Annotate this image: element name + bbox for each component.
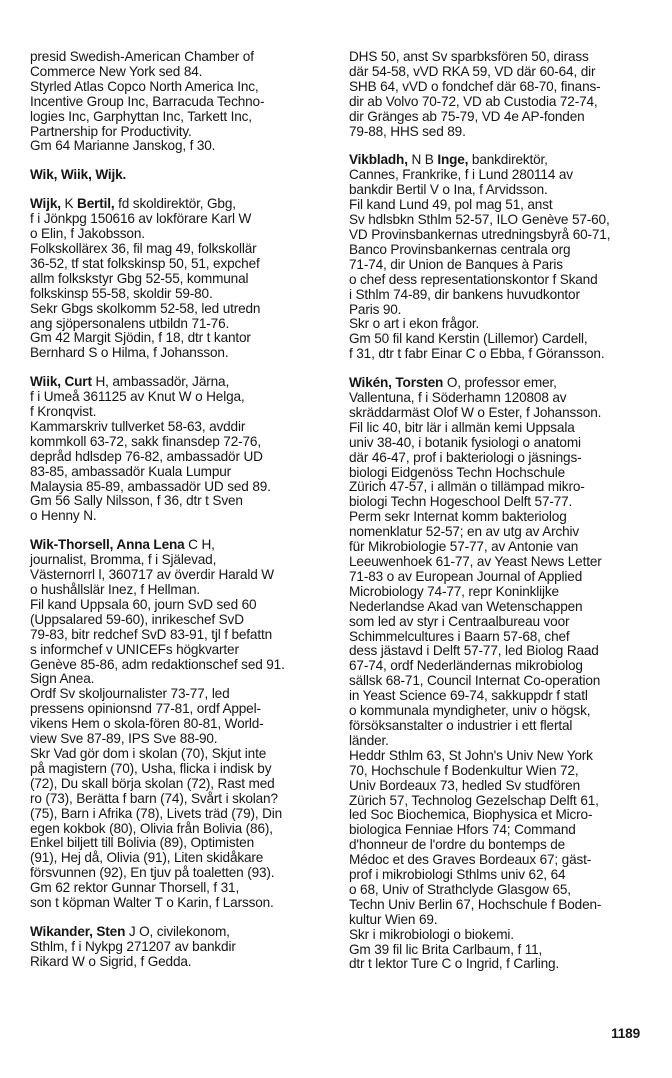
text-line: Ordf Sv skoljournalister 73-77, led [30, 686, 230, 702]
text-line: Techn Univ Berlin 67, Hochschule f Boden- [349, 896, 602, 912]
text-line: försvunnen (92), En tjuv på toaletten (93). [30, 865, 275, 881]
text-line: sällsk 68-71, Council Internat Co-operation [349, 673, 601, 689]
biography-entry [349, 50, 649, 139]
text-line: s informchef v UNICEFs högkvarter [30, 641, 239, 657]
text-line: o Henny N. [30, 508, 97, 524]
text-line: biologi Eidgenöss Techn Hochschule [349, 464, 566, 480]
text-line: Genève 85-86, adm redaktionschef sed 91. [30, 656, 285, 672]
text-line: pressens opinionsnd 77-81, ordf Appel- [30, 701, 261, 717]
text-line: dtr t lektor Ture C o Ingrid, f Carling. [349, 956, 560, 972]
text-line: Gm 42 Margit Sjödin, f 18, dtr t kantor [30, 330, 251, 346]
section-heading: Wik, Wiik, Wijk. [30, 167, 127, 183]
biography-entry [349, 153, 649, 362]
text-line: univ 38-40, i botanik fysiologi o anatomi [349, 434, 581, 450]
entry-first-line-text: O, professor emer, [443, 375, 557, 391]
text-line: logies Inc, Garphyttan Inc, Tarkett Inc, [30, 108, 252, 124]
text-line: Sekr Gbgs skolkomm 52-58, led utredn [30, 300, 261, 316]
text-line: Cannes, Frankrike, f i Lund 280114 av [349, 167, 573, 183]
text-line: Enkel biljett till Bolivia (89), Optimisten [30, 835, 254, 851]
biography-entry [349, 376, 649, 972]
text-line: Zürich 57, Technolog Gezelschap Delft 61, [349, 792, 599, 808]
entry-first-line-text: H, ambassadör, Järna, [91, 374, 230, 390]
text-line: på magistern (70), Usha, flicka i indisk by [30, 760, 272, 776]
text-line: f Kronqvist. [30, 404, 97, 420]
text-line: Gm 56 Sally Nilsson, f 36, dtr t Sven [30, 493, 243, 509]
text-line: Rikard W o Sigrid, f Gedda. [30, 953, 192, 969]
text-line: Microbiology 74-77, repr Koninklijke [349, 583, 559, 599]
text-line: Malaysia 85-89, ambassadör UD sed 89. [30, 478, 271, 494]
text-line: f i Jönkpg 150616 av lokförare Karl W [30, 211, 252, 227]
text-line: biologica Fenniae Hfors 74; Command [349, 822, 576, 838]
entry-surname: Wikén, Torsten [349, 375, 444, 391]
text-line: f i Umeå 361125 av Knut W o Helga, [30, 389, 245, 405]
text-line: f 31, dtr t fabr Einar C o Ebba, f Göransson. [349, 346, 605, 362]
text-line: Sign Anea. [30, 671, 95, 687]
text-line: Médoc et des Graves Bordeaux 67; gäst- [349, 852, 592, 868]
entry-first-line-text: C H, [184, 537, 215, 553]
entry-first-line [349, 153, 649, 168]
text-line: Sv hdlsbkn Sthlm 52-57, ILO Genève 57-60, [349, 212, 610, 228]
entry-first-line [30, 538, 330, 553]
text-line: 79-83, bitr redchef SvD 83-91, tjl f befattn [30, 626, 272, 642]
text-line: Gm 39 fil lic Brita Carlbaum, f 11, [349, 941, 543, 957]
text-line: som led av styr i Centraalbureau voor [349, 613, 570, 629]
text-line: länder. [349, 732, 389, 748]
entry-surname: Wiik, Curt [30, 374, 92, 390]
text-line: 70, Hochschule f Bodenkultur Wien 72, [349, 762, 579, 778]
entry-first-line [30, 925, 330, 940]
text-line: egen kokbok (80), Olivia från Bolivia (86), [30, 820, 273, 836]
text-line: o chef dess representationskontor f Skand [349, 271, 598, 287]
text-line: 36-52, tf stat folkskinsp 50, 51, expchef [30, 255, 260, 271]
text-line: Univ Bordeaux 73, hedled Sv studfören [349, 777, 580, 793]
text-line: i Sthlm 74-89, dir bankens huvudkontor [349, 286, 580, 302]
text-line: o Elin, f Jakobsson. [30, 226, 145, 242]
text-line: Leeuwenhoek 61-77, av Yeast News Letter [349, 554, 602, 569]
text-line: VD Provinsbankernas utredningsbyrå 60-71, [349, 226, 611, 242]
text-line: 71-83 o av European Journal of Applied [349, 568, 583, 584]
text-line: (75), Barn i Afrika (78), Livets träd (79), Din [30, 805, 283, 821]
biography-entry [30, 197, 330, 361]
entry-surname: Wik-Thorsell, Anna Lena [30, 537, 185, 553]
text-line: Skr i mikrobiologi o biokemi. [349, 926, 514, 942]
entry-first-line-text: bankdirektör, [468, 152, 548, 168]
text-line: (91), Hej då, Olivia (91), Liten skidåkare [30, 850, 264, 866]
entry-surname: Wijk, [30, 196, 61, 212]
text-line: kultur Wien 69. [349, 911, 438, 927]
text-line: Folkskollärex 36, fil mag 49, folkskollär [30, 240, 257, 256]
text-line: nomenklatur 52-57; en av utg av Archiv [349, 524, 580, 540]
text-line: ang sjöpersonalens utbildn 71-76. [30, 315, 230, 331]
text-line: Kammarskriv tullverket 58-63, avddir [30, 418, 246, 434]
text-line: led Soc Biochemica, Biophysica et Micro- [349, 807, 593, 823]
text-line: biologi Techn Hogeschool Delft 57-77. [349, 494, 573, 510]
text-line: allm folkskstyr Gbg 52-55, kommunal [30, 270, 249, 286]
text-line: (72), Du skall börja skolan (72), Rast med [30, 775, 275, 791]
text-line: journalist, Bromma, f i Själevad, [30, 552, 217, 568]
text-line: für Mikrobiologie 57-77, av Antonie van [349, 539, 579, 555]
text-line: depråd hdlsdep 76-82, ambassadör UD [30, 448, 263, 464]
left-column [30, 50, 330, 984]
text-line: dess jästavd i Delft 57-77, led Biolog Raad [349, 643, 599, 659]
text-line: Vallentuna, f i Söderhamn 120808 av [349, 390, 567, 406]
text-line: son t köpman Walter T o Karin, f Larsson. [30, 895, 274, 911]
text-line: Paris 90. [349, 301, 402, 317]
text-line: Styrled Atlas Copco North America Inc, [30, 78, 259, 94]
text-line: Schimmelcultures i Baarn 57-68, chef [349, 628, 570, 644]
text-line: 71-74, dir Union de Banques à Paris [349, 256, 563, 272]
text-line: Perm sekr Internat komm bakteriolog [349, 509, 567, 525]
text-line: SHB 64, vVD o fondchef där 68-70, finans- [349, 78, 601, 94]
entry-given-name: Bertil, [77, 196, 115, 212]
text-line: kommkoll 63-72, sakk finansdep 72-76, [30, 433, 261, 449]
text-line: Fil kand Uppsala 60, journ SvD sed 60 [30, 596, 257, 612]
text-line: in Yeast Science 69-74, sakkuppdr f statl [349, 688, 588, 704]
text-line: Fil kand Lund 49, pol mag 51, anst [349, 197, 553, 213]
entry-first-line-text: fd skoldirektör, Gbg, [114, 196, 236, 212]
text-line: Skr o art i ekon frågor. [349, 316, 480, 332]
text-line: dir ab Volvo 70-72, VD ab Custodia 72-74, [349, 93, 598, 109]
text-line: Gm 62 rektor Gunnar Thorsell, f 31, [30, 880, 240, 896]
entry-surname: Wikander, Sten [30, 923, 126, 939]
entry-given-name: Inge, [437, 152, 469, 168]
text-line: dir Gränges ab 75-79, VD 4e AP-fonden [349, 108, 585, 124]
entry-surname: Vikbladh, [349, 152, 408, 168]
text-line: Gm 50 fil kand Kerstin (Lillemor) Cardell, [349, 331, 588, 347]
text-line: o kommunala myndigheter, univ o högsk, [349, 703, 591, 719]
text-line: Västernorrl l, 360717 av överdir Harald W [30, 567, 274, 583]
entry-first-line [30, 375, 330, 390]
entry-first-line-text: J O, civilekonom, [125, 923, 230, 939]
text-line: försöksanstalter o industrier i ett flertal [349, 717, 573, 733]
text-line: där 54-58, vVD RKA 59, VD där 60-64, dir [349, 63, 596, 79]
text-line: Heddr Sthlm 63, St John's Univ New York [349, 747, 593, 763]
text-line: bankdir Bertil V o Ina, f Arvidsson. [349, 182, 548, 198]
text-line: 79-88, HHS sed 89. [349, 123, 466, 139]
text-line: 67-74, ordf Nederländernas mikrobiolog [349, 658, 583, 674]
text-line: view Sve 87-89, IPS Sve 88-90. [30, 731, 218, 747]
text-line: 83-85, ambassadör Kuala Lumpur [30, 463, 232, 479]
text-line: Nederlandse Akad van Wetenschappen [349, 598, 583, 614]
text-line: o 68, Univ of Strathclyde Glasgow 65, [349, 881, 571, 897]
entry-first-line [349, 376, 649, 391]
biography-entry [30, 375, 330, 524]
text-line: o hushållslär Inez, f Hellman. [30, 582, 201, 597]
text-line: Banco Provinsbankernas centrala org [349, 241, 571, 257]
text-line: DHS 50, anst Sv sparbksfören 50, dirass [349, 49, 589, 64]
text-line: (Uppsalared 59-60), inrikeschef SvD [30, 611, 244, 627]
biography-entry [30, 538, 330, 911]
text-line: folkskinsp 55-58, skoldir 59-80. [30, 285, 213, 301]
text-line: Sthlm, f i Nykpg 271207 av bankdir [30, 938, 236, 954]
text-line: d'honneur de l'ordre du bontemps de [349, 837, 566, 853]
text-line: Commerce New York sed 84. [30, 63, 203, 79]
entry-first-line [30, 197, 330, 212]
text-line: Skr Vad gör dom i skolan (70), Skjut inte [30, 745, 267, 761]
entry-initials: K [60, 196, 78, 212]
text-line: Bernhard S o Hilma, f Johansson. [30, 345, 229, 361]
text-line: Partnership for Productivity. [30, 123, 192, 139]
text-line: vikens Hem o skola-fören 80-81, World- [30, 716, 264, 732]
biography-entry [30, 925, 330, 970]
text-line: Fil lic 40, bitr lär i allmän kemi Uppsala [349, 419, 575, 435]
text-line: Incentive Group Inc, Barracuda Techno- [30, 93, 265, 109]
text-line: Gm 64 Marianne Janskog, f 30. [30, 138, 216, 154]
entry-initials: N B [407, 152, 438, 168]
page-number: 1189 [611, 1026, 640, 1041]
text-line: presid Swedish-American Chamber of [30, 49, 254, 64]
text-line: prof i mikrobiologi Sthlms univ 62, 64 [349, 867, 566, 883]
text-line: där 46-47, prof i bakteriologi o jäsnings- [349, 449, 582, 465]
biography-entry [30, 50, 330, 154]
text-line: skräddarmäst Olof W o Ester, f Johansson. [349, 404, 602, 420]
right-column [349, 50, 649, 986]
text-line: Zürich 47-57, i allmän o tillämpad mikro- [349, 479, 585, 495]
biography-entry [30, 168, 330, 183]
text-line: ro (73), Berätta f barn (74), Svårt i skolan? [30, 790, 278, 806]
